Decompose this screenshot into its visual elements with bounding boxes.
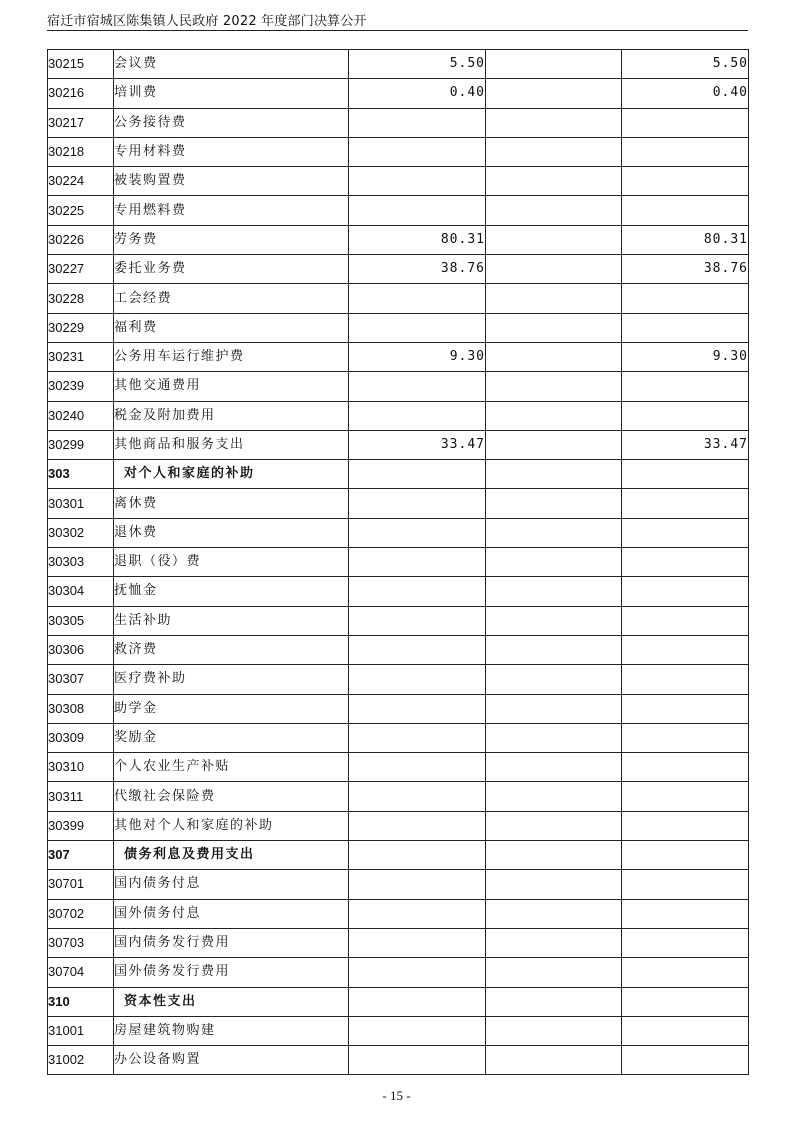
total-amount-cell [349, 548, 486, 577]
total-amount-cell [349, 137, 486, 166]
category-row [48, 841, 749, 870]
amount-col2-cell [486, 782, 622, 811]
economic-code-cell: 310 [48, 987, 114, 1016]
table-row [48, 518, 749, 547]
item-name-cell: 专用材料费 [114, 137, 349, 166]
total-amount-cell [349, 723, 486, 752]
table-row [48, 79, 749, 108]
economic-code-cell: 30301 [48, 489, 114, 518]
item-name-cell: 奖励金 [114, 723, 349, 752]
table-row [48, 167, 749, 196]
economic-code-cell: 30240 [48, 401, 114, 430]
amount-col2-cell [486, 50, 622, 79]
amount-col2-cell [486, 694, 622, 723]
table-row [48, 137, 749, 166]
amount-col2-cell [486, 167, 622, 196]
total-amount-cell [349, 460, 486, 489]
table-row [48, 870, 749, 899]
item-name-cell: 对个人和家庭的补助 [114, 460, 349, 489]
economic-code-cell: 30305 [48, 606, 114, 635]
table-row [48, 196, 749, 225]
economic-code-cell: 30311 [48, 782, 114, 811]
item-name-cell: 助学金 [114, 694, 349, 723]
amount-col3-cell [622, 928, 749, 957]
total-amount-cell [349, 108, 486, 137]
table-row [48, 899, 749, 928]
economic-code-cell: 30310 [48, 753, 114, 782]
economic-code-cell: 30304 [48, 577, 114, 606]
table-row [48, 577, 749, 606]
amount-col2-cell [486, 899, 622, 928]
economic-code-cell: 30299 [48, 430, 114, 459]
total-amount-cell [349, 811, 486, 840]
item-name-cell: 国内债务付息 [114, 870, 349, 899]
amount-col2-cell [486, 430, 622, 459]
economic-code-cell: 30306 [48, 635, 114, 664]
amount-col2-cell [486, 870, 622, 899]
table-row [48, 782, 749, 811]
total-amount-cell [349, 753, 486, 782]
amount-col3-cell [622, 1046, 749, 1075]
amount-col3-cell: 5.50 [622, 50, 749, 79]
amount-col3-cell: 9.30 [622, 342, 749, 371]
amount-col2-cell [486, 518, 622, 547]
amount-col2-cell [486, 987, 622, 1016]
economic-code-cell: 30231 [48, 342, 114, 371]
economic-code-cell: 30704 [48, 958, 114, 987]
economic-code-cell: 31002 [48, 1046, 114, 1075]
amount-col2-cell [486, 753, 622, 782]
total-amount-cell: 33.47 [349, 430, 486, 459]
amount-col3-cell [622, 196, 749, 225]
item-name-cell: 办公设备购置 [114, 1046, 349, 1075]
economic-code-cell: 30229 [48, 313, 114, 342]
item-name-cell: 债务利息及费用支出 [114, 841, 349, 870]
total-amount-cell: 38.76 [349, 255, 486, 284]
table-row [48, 548, 749, 577]
total-amount-cell [349, 606, 486, 635]
amount-col3-cell [622, 518, 749, 547]
total-amount-cell [349, 401, 486, 430]
amount-col2-cell [486, 401, 622, 430]
item-name-cell: 国外债务付息 [114, 899, 349, 928]
item-name-cell: 委托业务费 [114, 255, 349, 284]
table-row [48, 928, 749, 957]
amount-col2-cell [486, 841, 622, 870]
expenditure-table-body [48, 50, 749, 1075]
table-row [48, 811, 749, 840]
amount-col3-cell [622, 723, 749, 752]
amount-col3-cell: 38.76 [622, 255, 749, 284]
amount-col2-cell [486, 137, 622, 166]
amount-col3-cell [622, 137, 749, 166]
total-amount-cell [349, 635, 486, 664]
item-name-cell: 培训费 [114, 79, 349, 108]
total-amount-cell [349, 782, 486, 811]
item-name-cell: 其他交通费用 [114, 372, 349, 401]
amount-col2-cell [486, 196, 622, 225]
total-amount-cell [349, 372, 486, 401]
total-amount-cell: 9.30 [349, 342, 486, 371]
amount-col3-cell [622, 811, 749, 840]
economic-code-cell: 30303 [48, 548, 114, 577]
amount-col3-cell [622, 753, 749, 782]
total-amount-cell [349, 196, 486, 225]
economic-code-cell: 30308 [48, 694, 114, 723]
item-name-cell: 退职（役）费 [114, 548, 349, 577]
item-name-cell: 医疗费补助 [114, 665, 349, 694]
amount-col3-cell [622, 1016, 749, 1045]
table-row [48, 489, 749, 518]
amount-col2-cell [486, 928, 622, 957]
amount-col3-cell [622, 284, 749, 313]
amount-col2-cell [486, 79, 622, 108]
total-amount-cell [349, 577, 486, 606]
amount-col2-cell [486, 548, 622, 577]
amount-col2-cell [486, 665, 622, 694]
category-row [48, 460, 749, 489]
amount-col3-cell [622, 694, 749, 723]
amount-col2-cell [486, 225, 622, 254]
table-row [48, 255, 749, 284]
total-amount-cell [349, 1016, 486, 1045]
economic-code-cell: 30702 [48, 899, 114, 928]
amount-col3-cell [622, 665, 749, 694]
amount-col2-cell [486, 958, 622, 987]
item-name-cell: 专用燃料费 [114, 196, 349, 225]
item-name-cell: 个人农业生产补贴 [114, 753, 349, 782]
item-name-cell: 其他商品和服务支出 [114, 430, 349, 459]
amount-col3-cell [622, 401, 749, 430]
economic-code-cell: 30226 [48, 225, 114, 254]
table-row [48, 313, 749, 342]
economic-code-cell: 30224 [48, 167, 114, 196]
item-name-cell: 公务接待费 [114, 108, 349, 137]
item-name-cell: 救济费 [114, 635, 349, 664]
amount-col3-cell [622, 489, 749, 518]
amount-col3-cell: 33.47 [622, 430, 749, 459]
category-row [48, 987, 749, 1016]
total-amount-cell [349, 928, 486, 957]
amount-col3-cell [622, 372, 749, 401]
item-name-cell: 代缴社会保险费 [114, 782, 349, 811]
table-row [48, 694, 749, 723]
economic-code-cell: 30399 [48, 811, 114, 840]
total-amount-cell [349, 665, 486, 694]
amount-col3-cell [622, 167, 749, 196]
amount-col2-cell [486, 489, 622, 518]
total-amount-cell [349, 1046, 486, 1075]
amount-col2-cell [486, 606, 622, 635]
economic-code-cell: 30239 [48, 372, 114, 401]
item-name-cell: 被装购置费 [114, 167, 349, 196]
table-row [48, 665, 749, 694]
table-row [48, 108, 749, 137]
economic-code-cell: 303 [48, 460, 114, 489]
table-row [48, 753, 749, 782]
total-amount-cell [349, 958, 486, 987]
total-amount-cell: 80.31 [349, 225, 486, 254]
item-name-cell: 退休费 [114, 518, 349, 547]
economic-code-cell: 30218 [48, 137, 114, 166]
total-amount-cell [349, 841, 486, 870]
table-row [48, 372, 749, 401]
amount-col2-cell [486, 577, 622, 606]
amount-col3-cell [622, 958, 749, 987]
total-amount-cell: 5.50 [349, 50, 486, 79]
economic-code-cell: 30302 [48, 518, 114, 547]
amount-col2-cell [486, 1016, 622, 1045]
total-amount-cell: 0.40 [349, 79, 486, 108]
economic-code-cell: 30217 [48, 108, 114, 137]
economic-code-cell: 30228 [48, 284, 114, 313]
item-name-cell: 生活补助 [114, 606, 349, 635]
item-name-cell: 劳务费 [114, 225, 349, 254]
page-header-title: 宿迁市宿城区陈集镇人民政府 2022 年度部门决算公开 [47, 14, 367, 29]
total-amount-cell [349, 313, 486, 342]
table-row [48, 342, 749, 371]
item-name-cell: 福利费 [114, 313, 349, 342]
amount-col2-cell [486, 1046, 622, 1075]
item-name-cell: 资本性支出 [114, 987, 349, 1016]
table-row [48, 1016, 749, 1045]
amount-col3-cell [622, 460, 749, 489]
table-row [48, 723, 749, 752]
item-name-cell: 其他对个人和家庭的补助 [114, 811, 349, 840]
total-amount-cell [349, 284, 486, 313]
total-amount-cell [349, 987, 486, 1016]
economic-code-cell: 30215 [48, 50, 114, 79]
economic-code-cell: 30701 [48, 870, 114, 899]
economic-code-cell: 30703 [48, 928, 114, 957]
amount-col3-cell: 80.31 [622, 225, 749, 254]
total-amount-cell [349, 489, 486, 518]
economic-code-cell: 31001 [48, 1016, 114, 1045]
item-name-cell: 工会经费 [114, 284, 349, 313]
economic-code-cell: 30225 [48, 196, 114, 225]
table-row [48, 430, 749, 459]
table-row [48, 606, 749, 635]
item-name-cell: 会议费 [114, 50, 349, 79]
amount-col3-cell [622, 870, 749, 899]
total-amount-cell [349, 899, 486, 928]
total-amount-cell [349, 518, 486, 547]
item-name-cell: 房屋建筑物购建 [114, 1016, 349, 1045]
expenditure-table [47, 49, 749, 1075]
table-row [48, 401, 749, 430]
amount-col2-cell [486, 284, 622, 313]
economic-code-cell: 30227 [48, 255, 114, 284]
amount-col2-cell [486, 108, 622, 137]
amount-col3-cell [622, 606, 749, 635]
amount-col2-cell [486, 255, 622, 284]
item-name-cell: 离休费 [114, 489, 349, 518]
economic-code-cell: 30216 [48, 79, 114, 108]
amount-col2-cell [486, 723, 622, 752]
item-name-cell: 税金及附加费用 [114, 401, 349, 430]
economic-code-cell: 30307 [48, 665, 114, 694]
page-number: - 15 - [382, 1088, 411, 1103]
amount-col3-cell [622, 899, 749, 928]
amount-col3-cell [622, 782, 749, 811]
amount-col3-cell [622, 548, 749, 577]
table-row [48, 1046, 749, 1075]
economic-code-cell: 30309 [48, 723, 114, 752]
total-amount-cell [349, 167, 486, 196]
amount-col2-cell [486, 313, 622, 342]
amount-col3-cell [622, 841, 749, 870]
amount-col3-cell [622, 987, 749, 1016]
amount-col2-cell [486, 372, 622, 401]
table-row [48, 635, 749, 664]
amount-col3-cell: 0.40 [622, 79, 749, 108]
total-amount-cell [349, 694, 486, 723]
amount-col3-cell [622, 313, 749, 342]
total-amount-cell [349, 870, 486, 899]
table-row [48, 958, 749, 987]
table-row [48, 284, 749, 313]
amount-col2-cell [486, 635, 622, 664]
item-name-cell: 抚恤金 [114, 577, 349, 606]
item-name-cell: 公务用车运行维护费 [114, 342, 349, 371]
economic-code-cell: 307 [48, 841, 114, 870]
item-name-cell: 国外债务发行费用 [114, 958, 349, 987]
amount-col2-cell [486, 342, 622, 371]
table-row [48, 50, 749, 79]
table-row [48, 225, 749, 254]
amount-col3-cell [622, 108, 749, 137]
amount-col2-cell [486, 460, 622, 489]
amount-col3-cell [622, 635, 749, 664]
item-name-cell: 国内债务发行费用 [114, 928, 349, 957]
amount-col3-cell [622, 577, 749, 606]
amount-col2-cell [486, 811, 622, 840]
header-divider [47, 30, 748, 31]
